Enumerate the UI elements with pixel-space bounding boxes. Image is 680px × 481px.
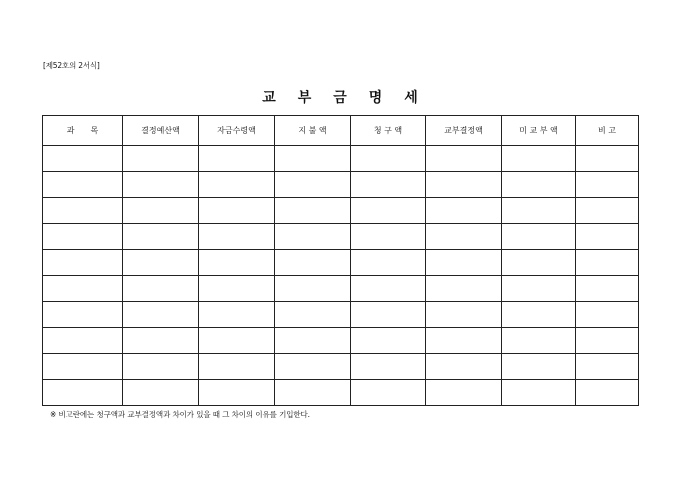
- table-cell[interactable]: [502, 198, 576, 224]
- table-header-row: [43, 116, 639, 146]
- table-cell[interactable]: [576, 380, 639, 406]
- table-cell[interactable]: [351, 198, 426, 224]
- table-row: [43, 276, 639, 302]
- table-cell[interactable]: [351, 380, 426, 406]
- table-cell[interactable]: [576, 224, 639, 250]
- table-row: [43, 198, 639, 224]
- table-cell[interactable]: [275, 380, 351, 406]
- table-row: [43, 250, 639, 276]
- table-row: [43, 172, 639, 198]
- header-amount-claimed: 청 구 액: [351, 116, 426, 146]
- table-cell[interactable]: [351, 250, 426, 276]
- table-cell[interactable]: [43, 224, 123, 250]
- table-cell[interactable]: [43, 328, 123, 354]
- table-cell[interactable]: [275, 302, 351, 328]
- table-cell[interactable]: [123, 276, 199, 302]
- table-cell[interactable]: [123, 224, 199, 250]
- table-cell[interactable]: [275, 146, 351, 172]
- table-cell[interactable]: [502, 354, 576, 380]
- table-cell[interactable]: [123, 172, 199, 198]
- form-number: [제52호의 2서식]: [43, 61, 100, 70]
- table-cell[interactable]: [199, 302, 275, 328]
- table-cell[interactable]: [199, 146, 275, 172]
- table-cell[interactable]: [502, 172, 576, 198]
- table-cell[interactable]: [199, 198, 275, 224]
- table-cell[interactable]: [123, 380, 199, 406]
- table-cell[interactable]: [43, 250, 123, 276]
- table-row: [43, 224, 639, 250]
- table-cell[interactable]: [576, 354, 639, 380]
- table-cell[interactable]: [351, 172, 426, 198]
- table-cell[interactable]: [123, 146, 199, 172]
- table-cell[interactable]: [275, 354, 351, 380]
- table-cell[interactable]: [502, 146, 576, 172]
- table-row: [43, 328, 639, 354]
- table-cell[interactable]: [123, 198, 199, 224]
- table-cell[interactable]: [576, 250, 639, 276]
- header-funds-received: 자금수령액: [199, 116, 275, 146]
- table-cell[interactable]: [275, 224, 351, 250]
- table-row: [43, 146, 639, 172]
- subsidy-statement-table: [42, 115, 639, 406]
- table-cell[interactable]: [199, 172, 275, 198]
- footnote: ※ 비고란에는 청구액과 교부결정액과 차이가 있을 때 그 차이의 이유를 기입한다.: [50, 410, 310, 419]
- table-cell[interactable]: [576, 276, 639, 302]
- table-cell[interactable]: [351, 302, 426, 328]
- header-not-granted: 미 교 부 액: [502, 116, 576, 146]
- table-cell[interactable]: [426, 276, 502, 302]
- table-cell[interactable]: [426, 302, 502, 328]
- table-cell[interactable]: [502, 328, 576, 354]
- table-row: [43, 302, 639, 328]
- table-cell[interactable]: [199, 250, 275, 276]
- table-row: [43, 354, 639, 380]
- table-cell[interactable]: [123, 302, 199, 328]
- table-cell[interactable]: [199, 328, 275, 354]
- table-cell[interactable]: [426, 198, 502, 224]
- table-cell[interactable]: [275, 172, 351, 198]
- table-cell[interactable]: [351, 146, 426, 172]
- table-cell[interactable]: [426, 354, 502, 380]
- table-cell[interactable]: [576, 198, 639, 224]
- header-remarks: 비 고: [576, 116, 639, 146]
- table-cell[interactable]: [123, 250, 199, 276]
- table-cell[interactable]: [426, 328, 502, 354]
- table-cell[interactable]: [275, 198, 351, 224]
- table-cell[interactable]: [275, 250, 351, 276]
- table-cell[interactable]: [426, 380, 502, 406]
- table-cell[interactable]: [43, 146, 123, 172]
- header-determined-budget: 결정예산액: [123, 116, 199, 146]
- table-cell[interactable]: [576, 328, 639, 354]
- table-cell[interactable]: [43, 172, 123, 198]
- table-cell[interactable]: [576, 146, 639, 172]
- table-cell[interactable]: [123, 328, 199, 354]
- table-cell[interactable]: [199, 224, 275, 250]
- header-subject: 과 목: [43, 116, 123, 146]
- table-cell[interactable]: [576, 172, 639, 198]
- table-cell[interactable]: [502, 302, 576, 328]
- table-cell[interactable]: [43, 302, 123, 328]
- table-cell[interactable]: [502, 250, 576, 276]
- table-cell[interactable]: [351, 224, 426, 250]
- table-cell[interactable]: [351, 328, 426, 354]
- table-cell[interactable]: [426, 250, 502, 276]
- table-cell[interactable]: [43, 276, 123, 302]
- table-cell[interactable]: [351, 354, 426, 380]
- table-body: [43, 146, 639, 406]
- table-cell[interactable]: [199, 276, 275, 302]
- table-cell[interactable]: [351, 276, 426, 302]
- table-cell[interactable]: [43, 198, 123, 224]
- table-row: [43, 380, 639, 406]
- table-cell[interactable]: [275, 328, 351, 354]
- table-cell[interactable]: [502, 276, 576, 302]
- header-grant-decision: 교부결정액: [426, 116, 502, 146]
- table-cell[interactable]: [43, 380, 123, 406]
- table-cell[interactable]: [502, 224, 576, 250]
- table-cell[interactable]: [426, 172, 502, 198]
- table-cell[interactable]: [123, 354, 199, 380]
- table-cell[interactable]: [576, 302, 639, 328]
- table-cell[interactable]: [199, 380, 275, 406]
- table-cell[interactable]: [275, 276, 351, 302]
- table-cell[interactable]: [426, 146, 502, 172]
- table-cell[interactable]: [426, 224, 502, 250]
- table-cell[interactable]: [502, 380, 576, 406]
- header-amount-paid: 지 불 액: [275, 116, 351, 146]
- table-cell[interactable]: [43, 354, 123, 380]
- table-cell[interactable]: [199, 354, 275, 380]
- document-title: 교부금명세: [262, 90, 440, 106]
